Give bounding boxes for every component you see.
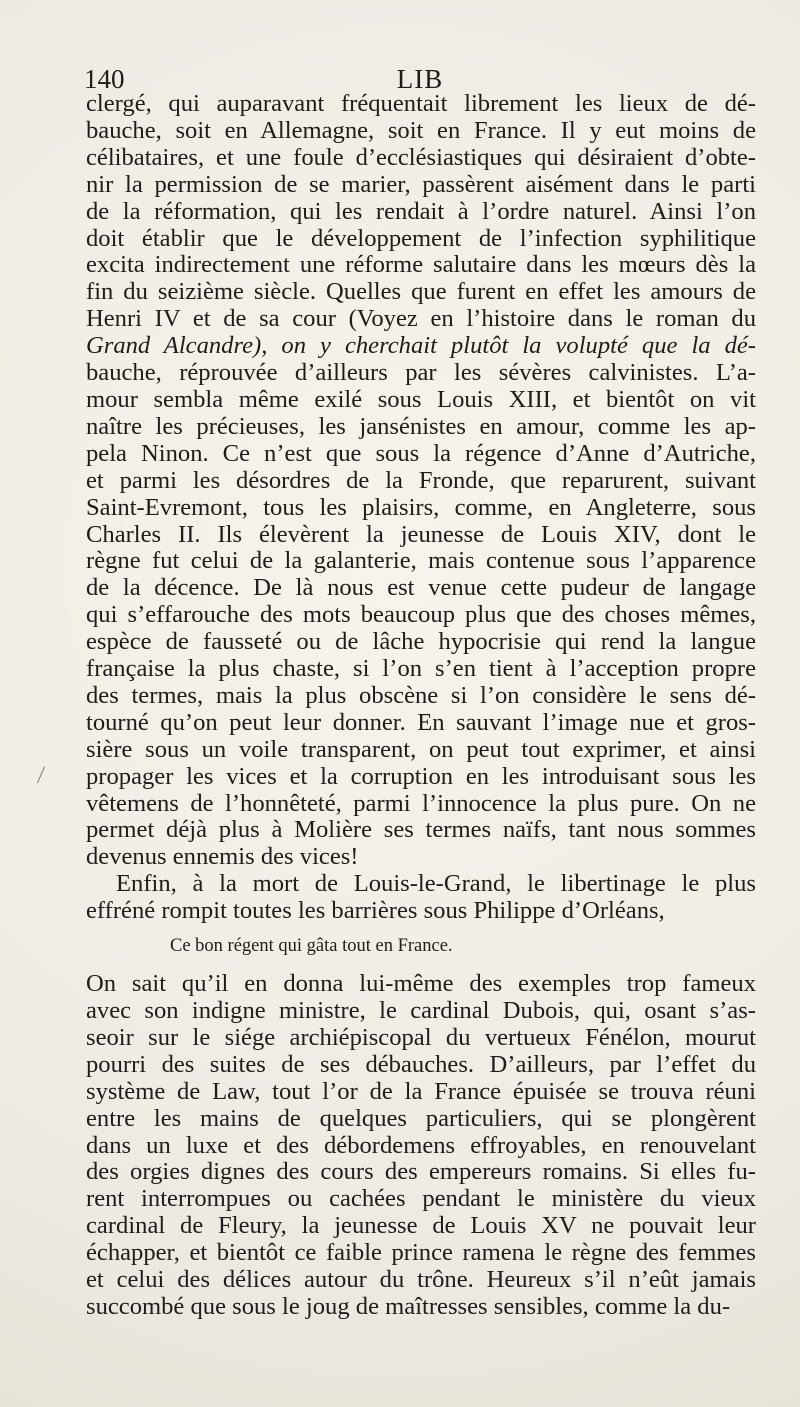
text-line: de la décence. De là nous est venue cette pudeur de langage	[86, 574, 756, 602]
text-line: entre les mains de quelques particuliers, qui se plongèrent	[86, 1104, 756, 1132]
page-header	[84, 64, 756, 92]
text-line: cardinal de Fleury, la jeunesse de Louis XV ne pouvait leur	[86, 1212, 756, 1240]
text-line: dans un luxe et des débordemens effroyables, en renouvelant	[86, 1131, 756, 1159]
text-line: devenus ennemis des vices!	[86, 843, 359, 871]
paragraph-2	[86, 871, 756, 925]
text-line: naître les précieuses, les jansénistes en amour, comme les ap-	[86, 412, 756, 440]
body-text	[86, 91, 756, 1321]
text-line: Grand Alcandre), on y cherchait plutôt la volupté que la dé-	[86, 332, 756, 360]
text-line: française la plus chaste, si l’on s’en tient à l’acception propre	[86, 655, 756, 683]
text-line: On sait qu’il en donna lui-même des exemples trop fameux	[86, 970, 756, 998]
quotation: Ce bon régent qui gâta tout en France.	[170, 936, 453, 957]
text-line: succombé que sous le joug de maîtresses sensibles, comme la du-	[86, 1292, 731, 1320]
text-line: propager les vices et la corruption en les introduisant sous les	[86, 762, 756, 790]
text-line: clergé, qui auparavant fréquentait librement les lieux de dé-	[86, 90, 756, 117]
text-line: Enfin, à la mort de Louis-le-Grand, le libertinage le plus	[116, 870, 756, 898]
text-line: et celui des délices autour du trône. Heureux s’il n’eût jamais	[86, 1266, 756, 1294]
text-line: et parmi les désordres de la Fronde, que reparurent, suivant	[86, 466, 756, 494]
text-line: seoir sur le siége archiépiscopal du vertueux Fénélon, mourut	[86, 1023, 756, 1051]
text-line: qui s’effarouche des mots beaucoup plus que des choses mêmes,	[86, 601, 756, 629]
text-line: sière sous un voile transparent, on peut tout exprimer, et ainsi	[86, 735, 756, 763]
margin-mark	[37, 767, 54, 788]
text-line: nir la permission de se marier, passèrent aisément dans le parti	[86, 170, 756, 198]
text-line: rent interrompues ou cachées pendant le ministère du vieux	[86, 1185, 756, 1213]
text-line: excita indirectement une réforme salutaire dans les mœurs dès la	[86, 251, 756, 279]
text-line: fin du seizième siècle. Quelles que furent en effet les amours de	[86, 278, 756, 306]
text-line: permet déjà plus à Molière ses termes naïfs, tant nous sommes	[86, 816, 756, 844]
paragraph-1	[86, 91, 756, 871]
running-head: LIB	[396, 64, 444, 94]
text-line: espèce de fausseté ou de lâche hypocrisie qui rend la langue	[86, 628, 756, 656]
text-line: de la réformation, qui les rendait à l’ordre naturel. Ainsi l’on	[86, 197, 756, 225]
text-line: bauche, soit en Allemagne, soit en France. Il y eut moins de	[86, 116, 756, 144]
text-line: Henri IV et de sa cour (Voyez en l’histoire dans le roman du	[86, 305, 756, 333]
text-line: des termes, mais la plus obscène si l’on considère le sens dé-	[86, 681, 756, 709]
text-line: tourné qu’on peut leur donner. En sauvant l’image nue et gros-	[86, 708, 756, 736]
text-line: avec son indigne ministre, le cardinal Dubois, qui, osant s’as-	[86, 997, 756, 1024]
paragraph-3	[86, 971, 756, 1321]
text-line: vêtemens de l’honnêteté, parmi l’innocence la plus pure. On ne	[86, 789, 756, 817]
text-line: échapper, et bientôt ce faible prince ramena le règne des femmes	[86, 1239, 756, 1267]
text-line: effréné rompit toutes les barrières sous Philippe d’Orléans,	[86, 897, 665, 925]
text-line: mour sembla même exilé sous Louis XIII, et bientôt on vit	[86, 385, 756, 413]
text-line: pela Ninon. Ce n’est que sous la régence d’Anne d’Autriche,	[86, 439, 756, 467]
text-line: doit établir que le développement de l’infection syphilitique	[86, 224, 756, 252]
text-line: règne fut celui de la galanterie, mais contenue sous l’apparence	[86, 547, 756, 575]
text-line: pourri des suites de ses débauches. D’ailleurs, par l’effet du	[86, 1050, 756, 1078]
text-line: célibataires, et une foule d’ecclésiastiques qui désiraient d’obte-	[86, 143, 756, 171]
text-line: Charles II. Ils élevèrent la jeunesse de Louis XIV, dont le	[86, 520, 756, 548]
text-line: système de Law, tout l’or de la France épuisée se trouva réuni	[86, 1077, 756, 1105]
text-line: bauche, réprouvée d’ailleurs par les sévères calvinistes. L’a-	[86, 359, 756, 387]
page-number: 140	[84, 64, 125, 94]
text-line: des orgies dignes des cours des empereurs romains. Si elles fu-	[86, 1158, 756, 1186]
text-line: Saint-Evremont, tous les plaisirs, comme, en Angleterre, sous	[86, 493, 756, 521]
